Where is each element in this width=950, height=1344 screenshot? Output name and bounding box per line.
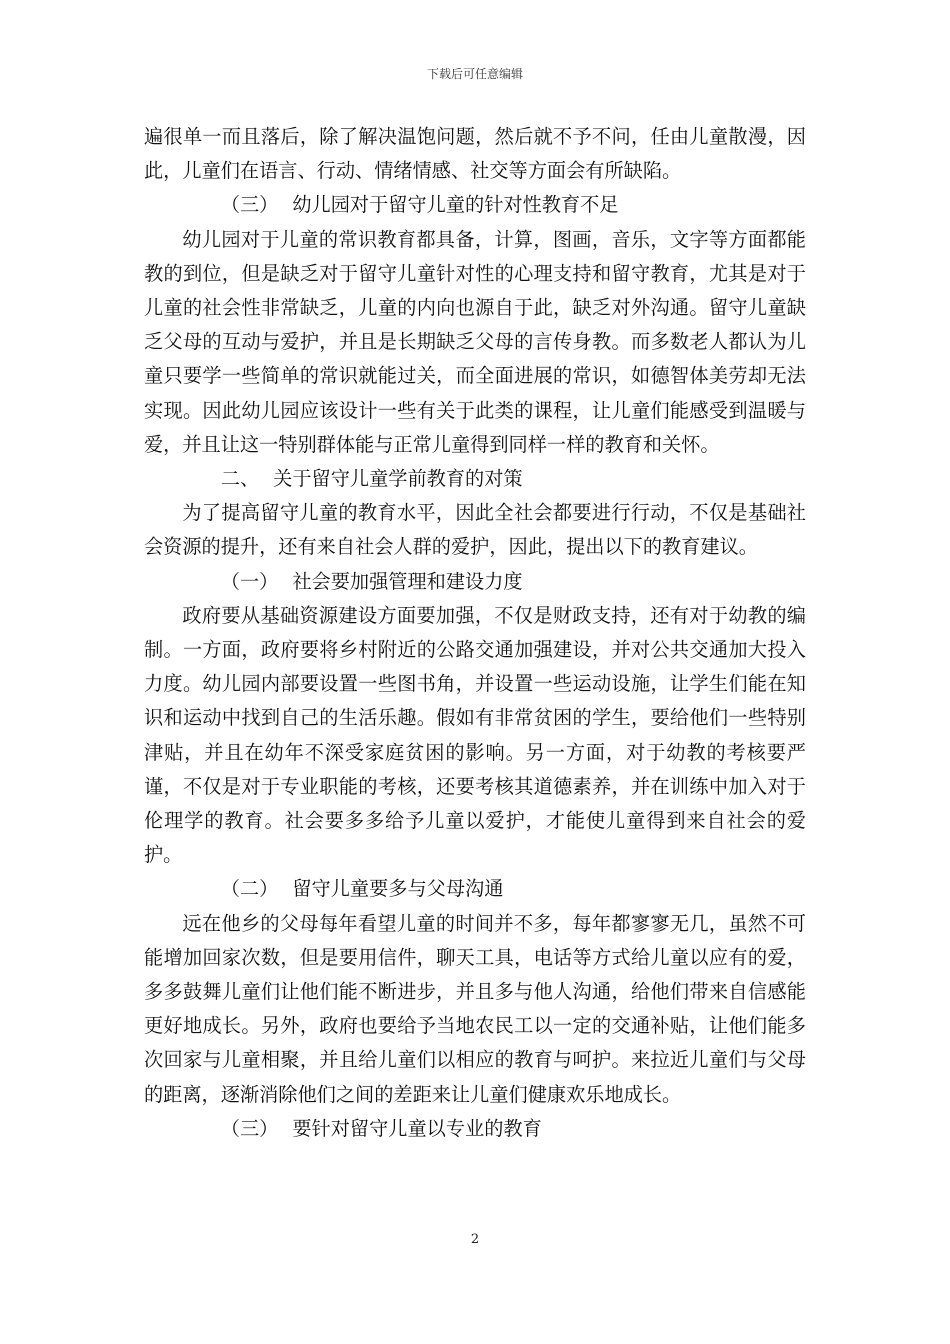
- subheading-number: （三）: [220, 193, 279, 217]
- subheading-2: [144, 872, 806, 906]
- subheading-number: （二）: [220, 877, 279, 901]
- section-number: 二、: [220, 467, 260, 491]
- subheading-text: 幼儿园对于留守儿童的针对性教育不足: [292, 193, 619, 217]
- subheading-1: [144, 565, 806, 599]
- page-header: 下载后可任意编辑: [426, 67, 523, 81]
- subheading-text: 社会要加强管理和建设力度: [292, 569, 523, 593]
- subheading-number: （一）: [220, 569, 279, 593]
- section-heading-2: [144, 462, 806, 496]
- section-title: 关于留守儿童学前教育的对策: [273, 467, 523, 491]
- paragraph: 幼儿园对于儿童的常识教育都具备，计算，图画，音乐，文字等方面都能教的到位，但是缺乏对于留守儿童针对性的心理支持和留守教育，尤其是对于儿童的社会性非常缺乏，儿童的内向也源自于此，缺乏对外沟通。留守儿童缺乏父母的互动与爱护，并且是长期缺乏父母的言传身教。而多数老人都认为儿童只要学一些简单的常识就能过关，而全面进展的常识，如德智体美劳却无法实现。因此幼儿园应该设计一些有关于此类的课程，让儿童们能感受到温暖与爱，并且让这一特别群体能与正常儿童得到同样一样的教育和关怀。: [144, 227, 806, 456]
- subheading-text: 要针对留守儿童以专业的教育: [292, 1116, 542, 1140]
- subheading-3: [144, 188, 806, 222]
- paragraph-continued: 遍很单一而且落后，除了解决温饱问题，然后就不予不问，任由儿童散漫，因此，儿童们在语言、行动、情绪情感、社交等方面会有所缺陷。: [144, 125, 806, 183]
- subheading-text: 留守儿童要多与父母沟通: [292, 877, 504, 901]
- paragraph: 为了提高留守儿童的教育水平，因此全社会都要进行行动，不仅是基础社会资源的提升，还有来自社会人群的爱护，因此，提出以下的教育建议。: [144, 501, 806, 559]
- page-number: 2: [470, 1232, 480, 1247]
- subheading-3b: [144, 1112, 806, 1146]
- document-body: [144, 120, 806, 1146]
- paragraph: 政府要从基础资源建设方面要加强，不仅是财政支持，还有对于幼教的编制。一方面，政府要将乡村附近的公路交通加强建设，并对公共交通加大投入力度。幼儿园内部要设置一些图书角，并设置一些运动设施，让学生们能在知识和运动中找到自己的生活乐趣。假如有非常贫困的学生，要给他们一些特别津贴，并且在幼年不深受家庭贫困的影响。另一方面，对于幼教的考核要严谨，不仅是对于专业职能的考核，还要考核其道德素养，并在训练中加入对于伦理学的教育。社会要多多给予儿童以爱护，才能使儿童得到来自社会的爱护。: [144, 603, 806, 867]
- subheading-number: （三）: [220, 1116, 279, 1140]
- paragraph: 远在他乡的父母每年看望儿童的时间并不多，每年都寥寥无几，虽然不可能增加回家次数，但是要用信件，聊天工具，电话等方式给儿童以应有的爱，多多鼓舞儿童们让他们能不断进步，并且多与他人沟通，给他们带来自信感能更好地成长。另外，政府也要给予当地农民工以一定的交通补贴，让他们能多次回家与儿童相聚，并且给儿童们以相应的教育与呵护。来拉近儿童们与父母的距离，逐渐消除他们之间的差距来让儿童们健康欢乐地成长。: [144, 911, 806, 1106]
